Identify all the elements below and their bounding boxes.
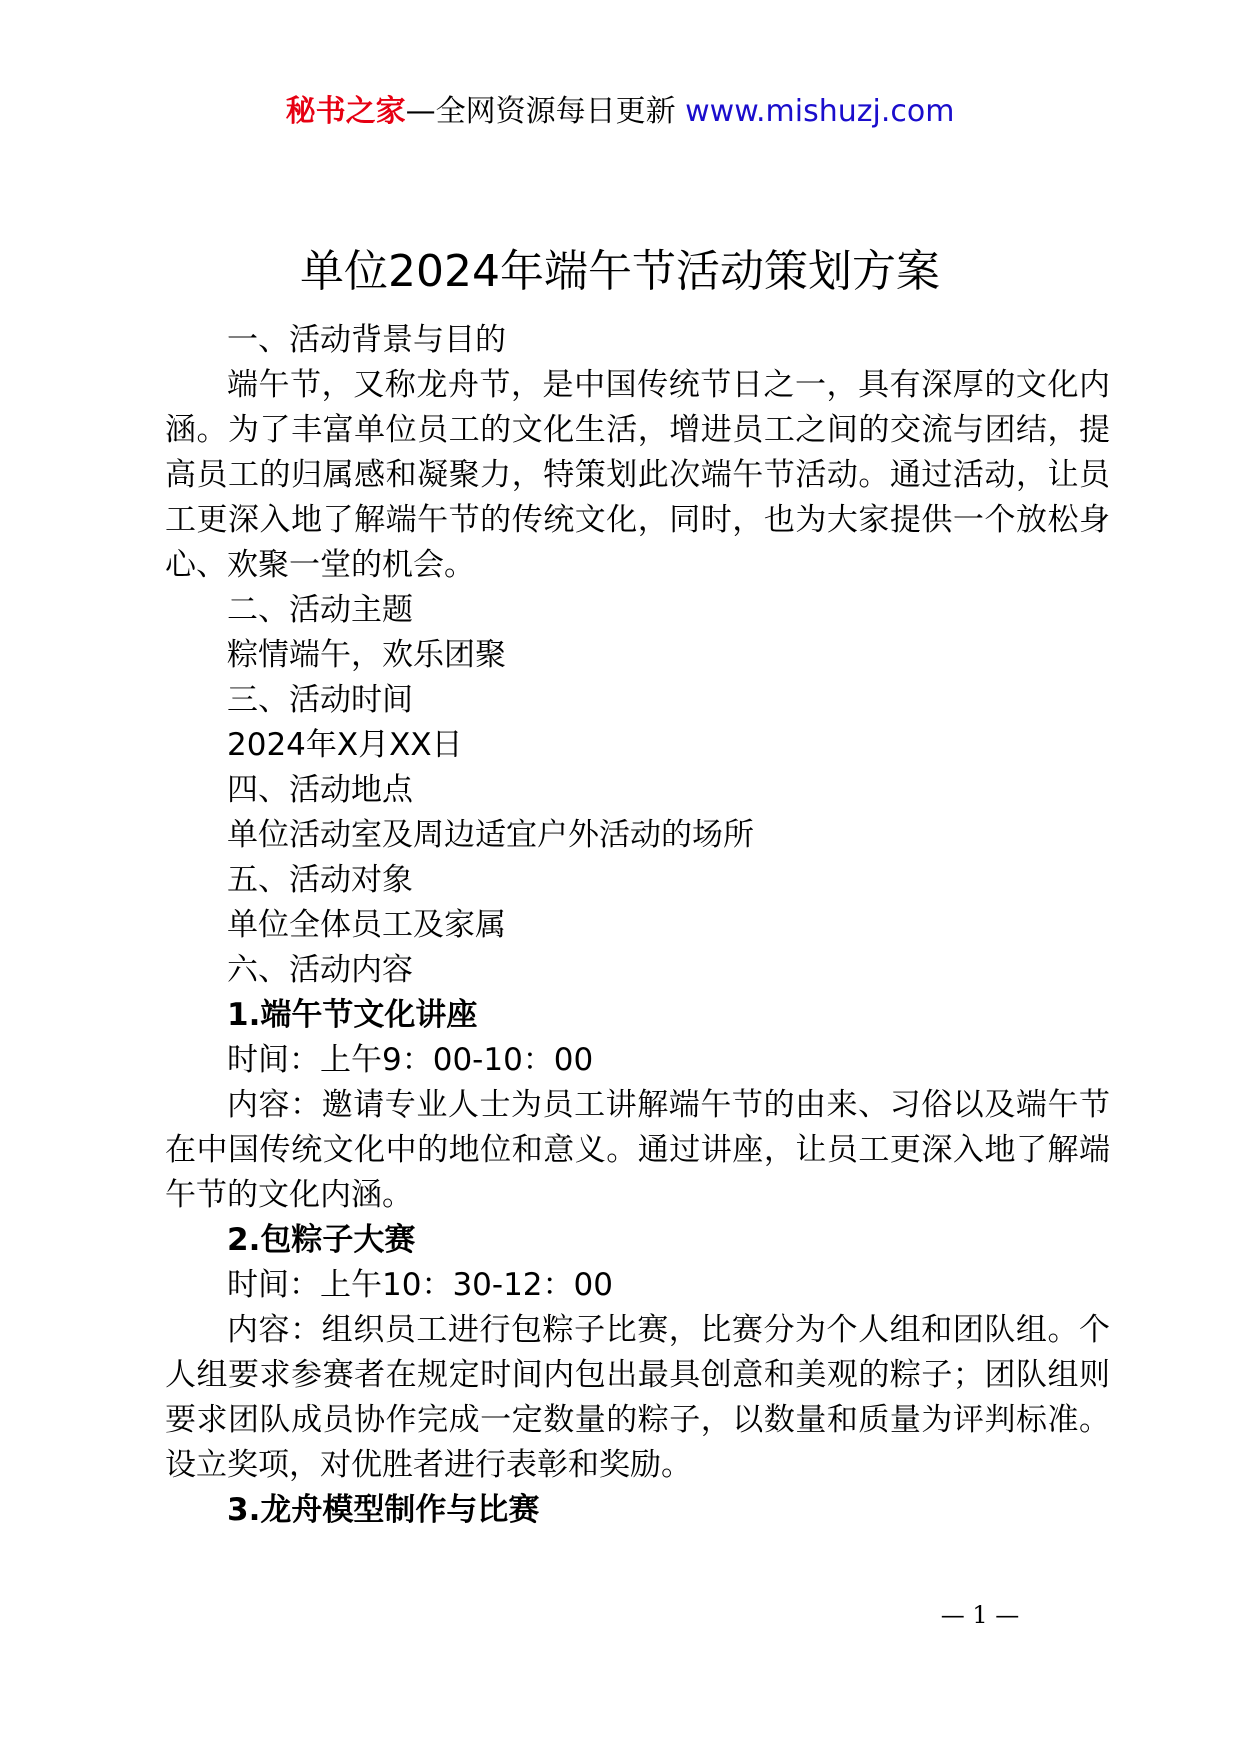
section-heading-location: 四、活动地点 bbox=[227, 772, 413, 808]
site-tagline: —全网资源每日更新 bbox=[405, 94, 676, 129]
section-text-time: 2024年X月XX日 bbox=[227, 727, 463, 763]
site-brand: 秘书之家 bbox=[285, 94, 406, 129]
activity-time-lecture: 时间：上午9：00-10：00 bbox=[227, 1042, 594, 1078]
section-heading-theme: 二、活动主题 bbox=[227, 592, 413, 628]
section-heading-background: 一、活动背景与目的 bbox=[227, 322, 506, 358]
activity-title-zongzi: 2.包粽子大赛 bbox=[227, 1222, 416, 1258]
site-url-link[interactable]: www.mishuzj.com bbox=[685, 94, 955, 129]
activity-time-zongzi: 时间：上午10：30-12：00 bbox=[227, 1267, 613, 1303]
activity-content-zongzi: 内容：组织员工进行包粽子比赛，比赛分为个人组和团队组。个人组要求参赛者在规定时间内包出最具创意和美观的粽子；团队组则要求团队成员协作完成一定数量的粽子，以数量和质量为评判标准。设立奖项，对优胜者进行表彰和奖励。 bbox=[165, 1312, 1110, 1483]
section-text-audience: 单位全体员工及家属 bbox=[227, 907, 506, 943]
section-text-location: 单位活动室及周边适宜户外活动的场所 bbox=[227, 817, 754, 853]
activity-title-dragon-boat: 3.龙舟模型制作与比赛 bbox=[227, 1492, 540, 1528]
activity-content-lecture: 内容：邀请专业人士为员工讲解端午节的由来、习俗以及端午节在中国传统文化中的地位和意义。通过讲座，让员工更深入地了解端午节的文化内涵。 bbox=[165, 1087, 1110, 1213]
document-body bbox=[165, 318, 1110, 1533]
activity-title-lecture: 1.端午节文化讲座 bbox=[227, 997, 478, 1033]
document-title: 单位2024年端午节活动策划方案 bbox=[300, 246, 940, 297]
section-heading-audience: 五、活动对象 bbox=[227, 862, 413, 898]
section-heading-content: 六、活动内容 bbox=[227, 952, 413, 988]
section-heading-time: 三、活动时间 bbox=[227, 682, 413, 718]
section-text-background: 端午节，又称龙舟节，是中国传统节日之一，具有深厚的文化内涵。为了丰富单位员工的文化生活，增进员工之间的交流与团结，提高员工的归属感和凝聚力，特策划此次端午节活动。通过活动，让员工更深入地了解端午节的传统文化，同时，也为大家提供一个放松身心、欢聚一堂的机会。 bbox=[165, 367, 1110, 583]
section-text-theme: 粽情端午，欢乐团聚 bbox=[227, 637, 506, 673]
page-number: — 1 — bbox=[940, 1601, 1020, 1629]
site-header bbox=[0, 92, 1240, 132]
